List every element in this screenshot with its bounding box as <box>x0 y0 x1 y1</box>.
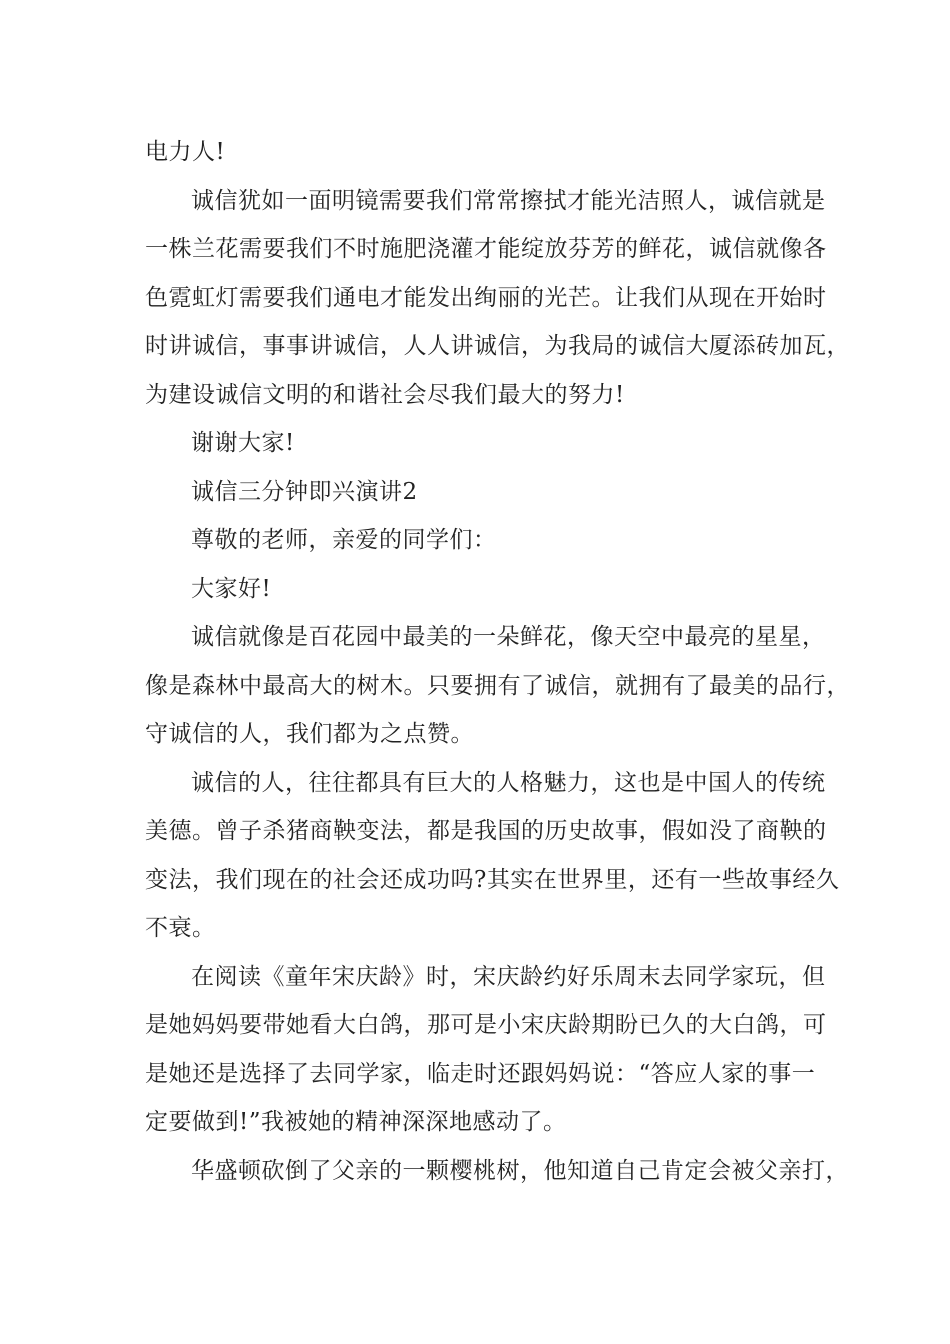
text-line: 诚信的人，往往都具有巨大的人格魅力，这也是中国人的传统 <box>191 769 826 796</box>
paragraph <box>145 759 840 953</box>
text-line: 一株兰花需要我们不时施肥浇灌才能绽放芬芳的鲜花，诚信就像各 <box>145 236 827 262</box>
paragraph <box>145 613 850 759</box>
text-line: 为建设诚信文明的和谐社会尽我们最大的努力! <box>145 381 625 408</box>
text-line: 色霓虹灯需要我们通电才能发出绚丽的光芒。让我们从现在开始时 <box>145 284 827 311</box>
text-line: 诚信犹如一面明镜需要我们常常擦拭才能光洁照人，诚信就是 <box>191 187 826 214</box>
text-line: 电力人! <box>145 139 226 165</box>
text-line: 谢谢大家! <box>191 430 295 456</box>
text-line: 美德。曾子杀猪商鞅变法，都是我国的历史故事，假如没了商鞅的 <box>145 818 827 844</box>
text-line: 不衰。 <box>145 915 216 941</box>
paragraph <box>145 419 825 468</box>
paragraph <box>145 516 825 565</box>
text-line: 定要做到!”我被她的精神深深地感动了。 <box>145 1109 567 1135</box>
paragraph <box>145 177 850 420</box>
text-line: 时讲诚信，事事讲诚信，人人讲诚信，为我局的诚信大厦添砖加瓦， <box>145 333 850 359</box>
text-line: 是她还是选择了去同学家，临走时还跟妈妈说：“答应人家的事一 <box>145 1060 816 1087</box>
text-line: 诚信三分钟即兴演讲2 <box>191 478 418 505</box>
text-line: 尊敬的老师，亲爱的同学们： <box>191 527 497 553</box>
paragraph <box>145 128 825 177</box>
text-line: 是她妈妈要带她看大白鸽，那可是小宋庆龄期盼已久的大白鸽，可 <box>145 1012 827 1038</box>
text-line: 华盛顿砍倒了父亲的一颗樱桃树，他知道自己肯定会被父亲打， <box>191 1157 849 1184</box>
paragraph <box>145 1147 849 1196</box>
text-line: 变法，我们现在的社会还成功吗?其实在世界里，还有一些故事经久 <box>145 866 840 893</box>
text-line: 在阅读《童年宋庆龄》时，宋庆龄约好乐周末去同学家玩，但 <box>191 963 826 990</box>
paragraph <box>145 565 825 614</box>
text-line: 像是森林中最高大的树木。只要拥有了诚信，就拥有了最美的品行， <box>145 672 850 699</box>
text-line: 大家好! <box>191 575 272 602</box>
text-line: 守诚信的人，我们都为之点赞。 <box>145 721 474 747</box>
text-line: 诚信就像是百花园中最美的一朵鲜花，像天空中最亮的星星， <box>191 624 826 650</box>
paragraph <box>145 468 825 517</box>
paragraph <box>145 953 825 1147</box>
document-body <box>145 128 850 1195</box>
